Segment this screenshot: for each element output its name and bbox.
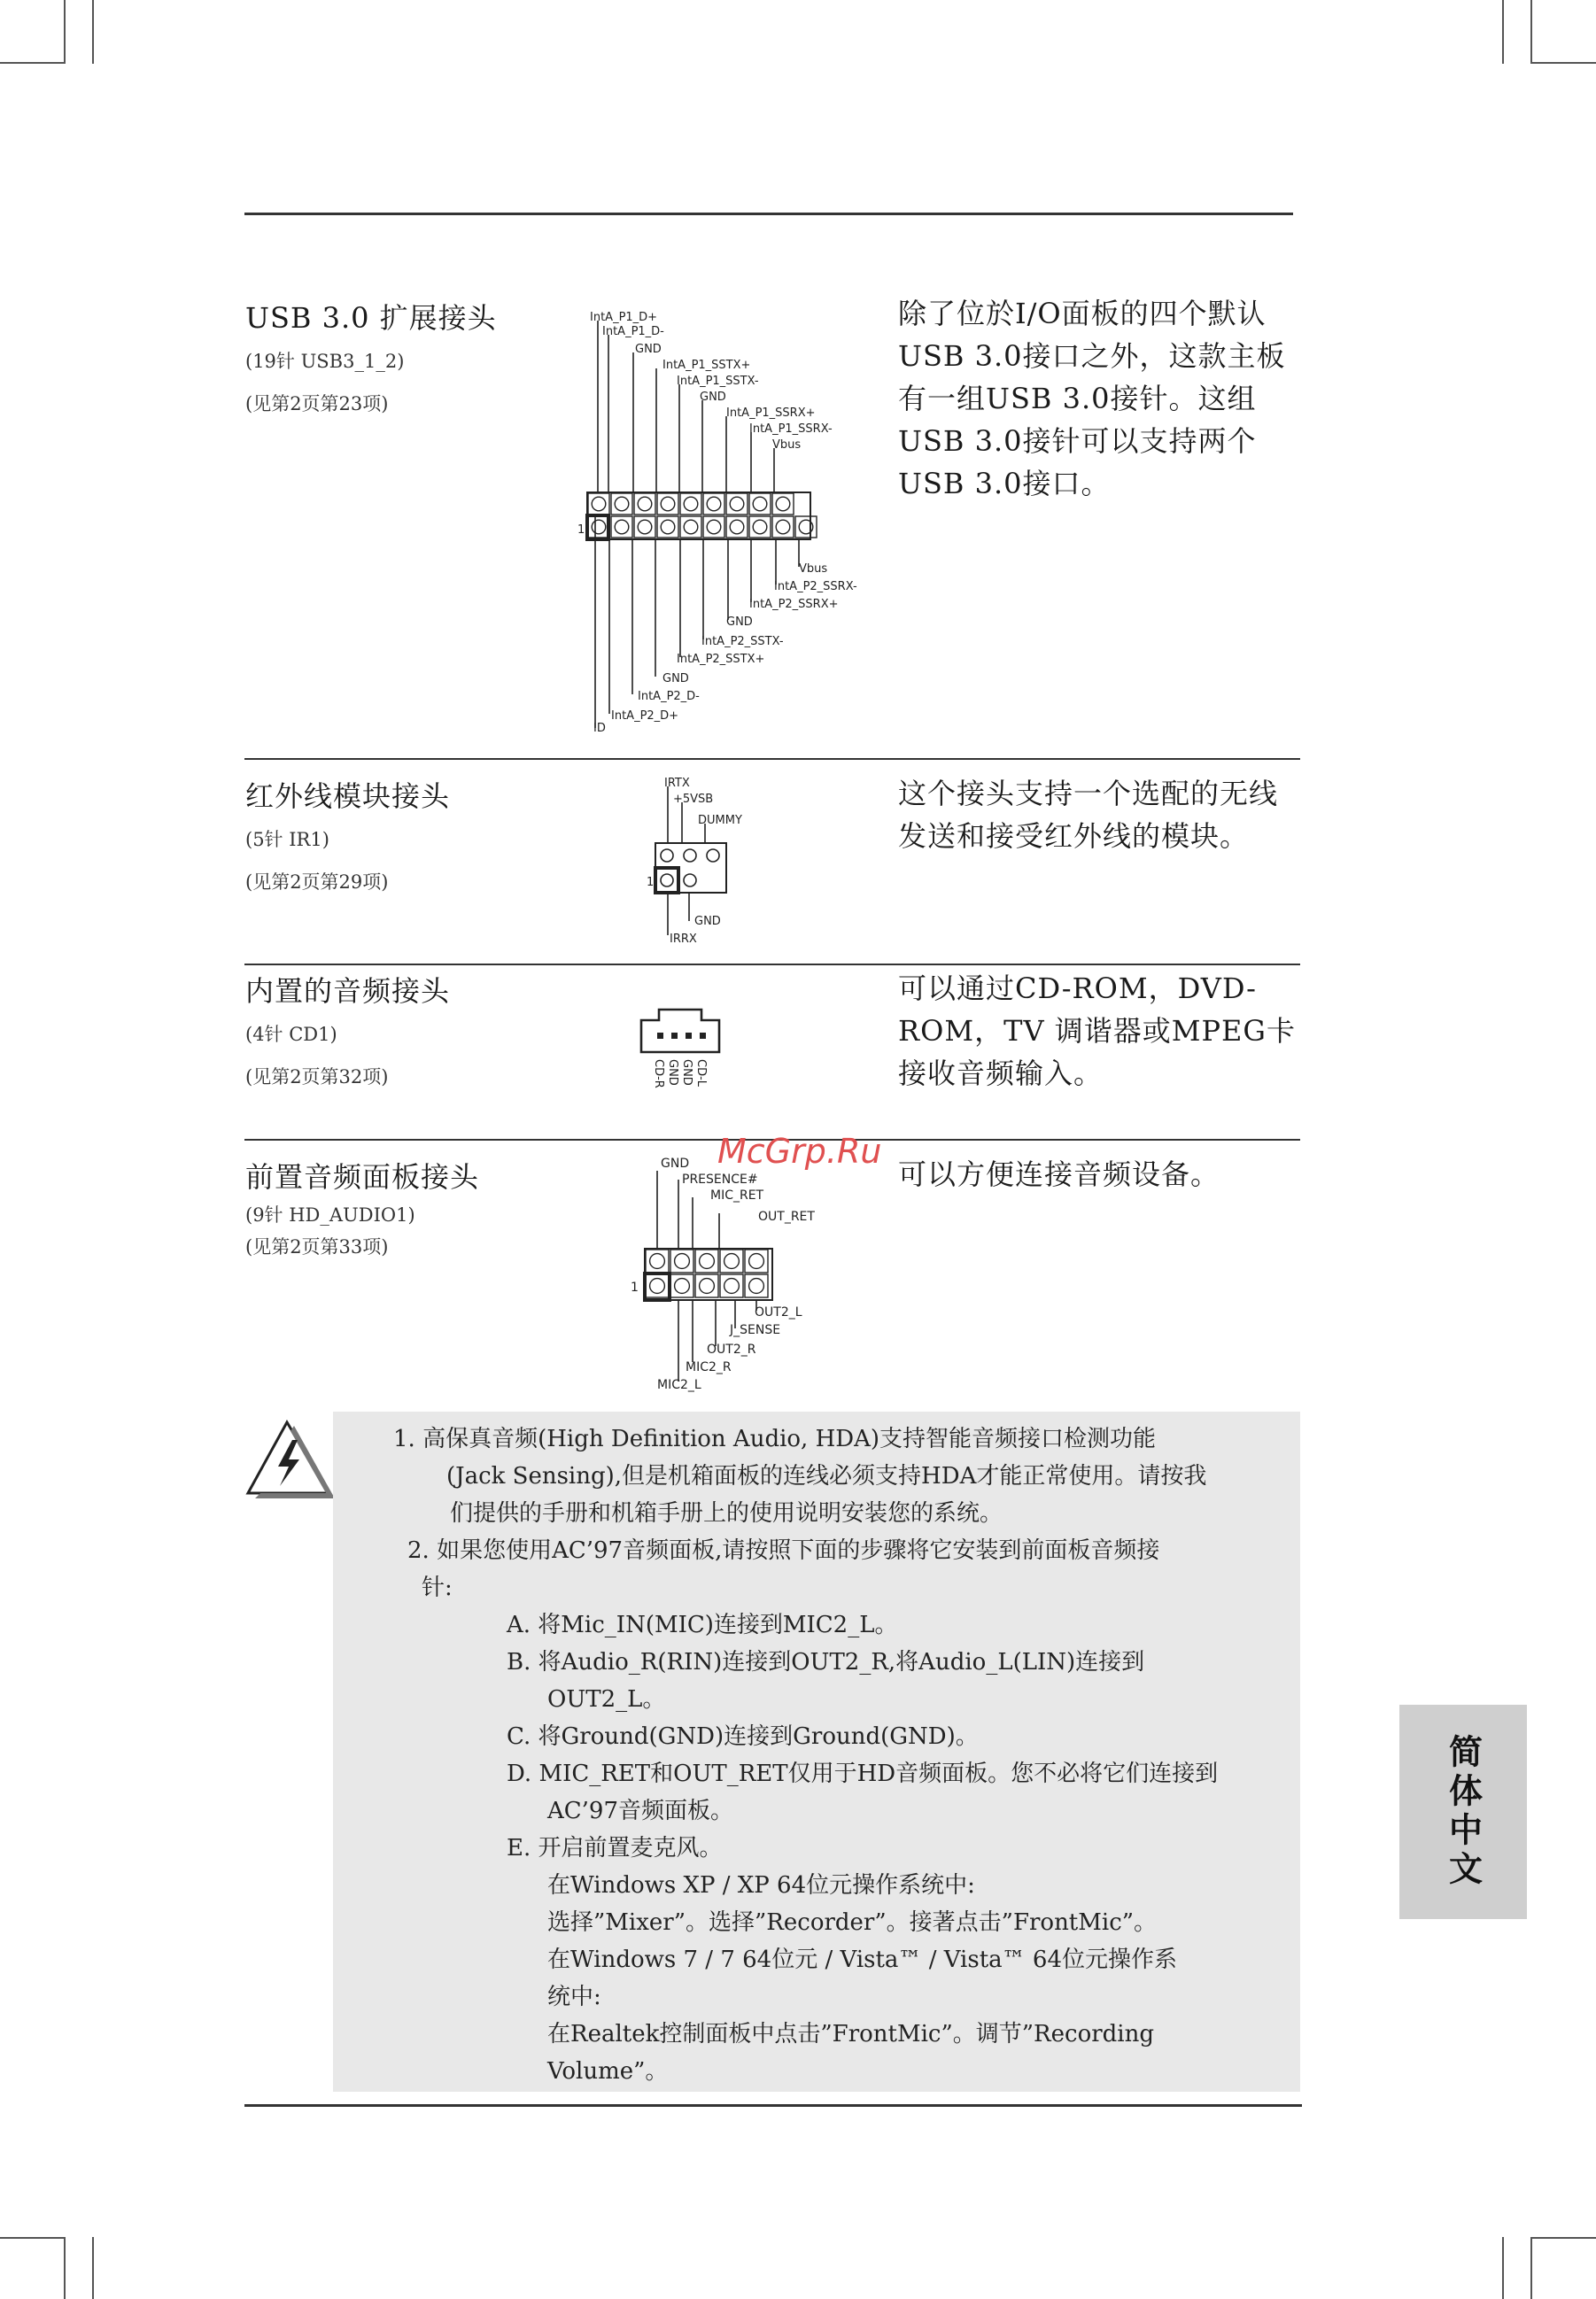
note-line: OUT2_L。 bbox=[547, 1686, 666, 1713]
pin-label: MIC2_L bbox=[657, 1378, 701, 1392]
pin-label: GND bbox=[680, 1059, 693, 1086]
pin-label: GND bbox=[700, 391, 726, 404]
pin-label: IntA_P1_D- bbox=[602, 325, 664, 338]
note-line: 在Realtek控制面板中点击”FrontMic”。调节”Recording bbox=[547, 2021, 1155, 2047]
section-ref-usb3: (见第2页第23项) bbox=[245, 393, 389, 414]
pin1-label: 1 bbox=[577, 523, 585, 537]
pin-label: GND bbox=[666, 1059, 679, 1086]
pin-label: OUT_RET bbox=[758, 1210, 815, 1224]
pin-hole bbox=[661, 520, 675, 534]
pin-label: IntA_P2_SSRX+ bbox=[749, 598, 839, 611]
warning-icon bbox=[243, 1415, 337, 1504]
crop-mark bbox=[1532, 2237, 1596, 2239]
section-ref-ir: (见第2页第29项) bbox=[245, 871, 389, 893]
pin-label: IntA_P1_SSRX+ bbox=[726, 406, 816, 420]
note-line: AC’97音频面板。 bbox=[547, 1798, 734, 1824]
footer-rule bbox=[244, 2104, 1302, 2107]
note-line: 2. 如果您使用AC’97音频面板,请按照下面的步骤将它安装到前面板音频接 bbox=[407, 1537, 1160, 1564]
section-desc-ir: 这个接头支持一个选配的无线发送和接受红外线的模块。 bbox=[898, 777, 1279, 853]
language-tab[interactable] bbox=[1399, 1705, 1527, 1919]
pin-label: IRRX bbox=[670, 933, 697, 946]
pin-label: Vbus bbox=[772, 438, 802, 452]
pin-label: ID bbox=[593, 722, 606, 735]
pin-label: IntA_P2_SSTX+ bbox=[677, 653, 765, 666]
crop-mark bbox=[0, 62, 64, 64]
crop-mark bbox=[1532, 62, 1596, 64]
pin-hole bbox=[661, 497, 675, 511]
section-pins-hd-audio: (9针 HD_AUDIO1) bbox=[245, 1204, 415, 1226]
note-line: 们提供的手册和机箱手册上的使用说明安装您的系统。 bbox=[450, 1500, 1003, 1527]
pin1-label: 1 bbox=[631, 1281, 639, 1295]
note-line: C. 将Ground(GND)连接到Ground(GND)。 bbox=[507, 1723, 979, 1750]
pin-label: +5VSB bbox=[673, 793, 714, 806]
pin-hole bbox=[707, 520, 721, 534]
section-ref-cd: (见第2页第32项) bbox=[245, 1066, 389, 1088]
pin-hole bbox=[684, 497, 698, 511]
pin-label: Vbus bbox=[799, 562, 828, 576]
pin-label: IntA_P1_SSRX- bbox=[749, 422, 833, 436]
pin-hole bbox=[749, 1279, 764, 1294]
pin-hole bbox=[615, 497, 629, 511]
section-ref-hd-audio: (见第2页第33项) bbox=[245, 1236, 389, 1258]
section-title-hd-audio: 前置音频面板接头 bbox=[245, 1160, 480, 1194]
pin-label: IRTX bbox=[664, 777, 690, 790]
note-line: 统中: bbox=[547, 1984, 601, 2010]
crop-mark bbox=[92, 0, 94, 64]
ir-header-diagram bbox=[647, 772, 788, 949]
language-tab-label: 简体中文 bbox=[1443, 1734, 1483, 1890]
crop-mark bbox=[1502, 0, 1504, 64]
pin-label: CD-L bbox=[694, 1059, 708, 1088]
pin-hole bbox=[707, 497, 721, 511]
pin-label: IntA_P2_D+ bbox=[611, 709, 679, 723]
pin-label: GND bbox=[662, 672, 689, 685]
pin-label: MIC_RET bbox=[710, 1188, 764, 1203]
section-desc-cd: 可以通过CD-ROM，DVD-ROM，TV 调谐器或MPEG卡接收音频输入。 bbox=[898, 971, 1296, 1090]
section-divider bbox=[244, 758, 1300, 760]
pin-label: IntA_P1_SSTX+ bbox=[662, 359, 751, 372]
note-line: Volume”。 bbox=[547, 2058, 669, 2085]
section-pins-ir: (5针 IR1) bbox=[245, 829, 329, 850]
pin-hole bbox=[700, 1279, 715, 1294]
usb3-header-diagram bbox=[567, 301, 886, 744]
cd-header-diagram bbox=[634, 1001, 740, 1116]
pin-label: J_SENSE bbox=[730, 1323, 781, 1337]
pin-label: IntA_P2_SSTX- bbox=[701, 635, 784, 648]
note-line: 选择”Mixer”。选择”Recorder”。接著点击”FrontMic”。 bbox=[547, 1909, 1158, 1936]
pin-label: CD-R bbox=[652, 1059, 665, 1088]
pin-hole bbox=[638, 520, 652, 534]
header-rule bbox=[244, 213, 1293, 215]
section-title-usb3: USB 3.0 扩展接头 bbox=[245, 301, 497, 335]
pin-hole bbox=[724, 1254, 740, 1269]
pin-hole bbox=[730, 520, 744, 534]
section-desc-hd-audio: 可以方便连接音频设备。 bbox=[898, 1157, 1220, 1191]
usb3-pin-grid bbox=[588, 493, 817, 538]
pin-hole bbox=[730, 497, 744, 511]
pin-label: DUMMY bbox=[698, 814, 742, 827]
pin-hole bbox=[700, 1254, 715, 1269]
crop-mark bbox=[0, 2237, 64, 2239]
pin-label: OUT2_R bbox=[707, 1343, 756, 1357]
pin-hole bbox=[592, 497, 606, 511]
note-line: 针: bbox=[422, 1575, 453, 1601]
pin-hole bbox=[592, 520, 606, 534]
pin-hole bbox=[650, 1279, 665, 1294]
note-line: E. 开启前置麦克风。 bbox=[507, 1835, 723, 1862]
pin-label: PRESENCE# bbox=[682, 1173, 758, 1187]
crop-mark bbox=[1530, 2237, 1532, 2299]
pin-label: MIC2_R bbox=[686, 1360, 732, 1374]
note-line: A. 将Mic_IN(MIC)连接到MIC2_L。 bbox=[507, 1612, 898, 1638]
pin-hole bbox=[675, 1254, 690, 1269]
crop-mark bbox=[92, 2237, 94, 2299]
note-line: 1. 高保真音频(High Definition Audio, HDA)支持智能音频接口检测功能 bbox=[393, 1426, 1157, 1452]
pin-hole bbox=[615, 520, 629, 534]
pin-label: IntA_P1_D+ bbox=[590, 311, 658, 324]
section-title-ir: 红外线模块接头 bbox=[245, 779, 451, 813]
pin-label: OUT2_L bbox=[755, 1305, 802, 1320]
pin-hole bbox=[650, 1254, 665, 1269]
hd-audio-header-diagram bbox=[625, 1150, 856, 1401]
pin-label: IntA_P2_D- bbox=[638, 690, 700, 703]
note-line: B. 将Audio_R(RIN)连接到OUT2_R,将Audio_L(LIN)连接到 bbox=[507, 1649, 1145, 1676]
crop-mark bbox=[64, 0, 66, 64]
crop-mark bbox=[64, 2237, 66, 2299]
section-pins-cd: (4针 CD1) bbox=[245, 1024, 337, 1045]
pin-hole bbox=[675, 1279, 690, 1294]
pin-hole bbox=[684, 520, 698, 534]
section-divider bbox=[244, 964, 1300, 965]
crop-mark bbox=[1502, 2237, 1504, 2299]
pin-label: GND bbox=[726, 615, 753, 629]
pin-label: IntA_P2_SSRX- bbox=[774, 580, 857, 593]
pin-hole bbox=[776, 497, 790, 511]
pin1-label: 1 bbox=[647, 876, 655, 889]
section-pins-usb3: (19针 USB3_1_2) bbox=[245, 351, 405, 372]
pin-label: GND bbox=[694, 915, 721, 928]
pin-label: GND bbox=[661, 1157, 690, 1171]
pin-hole bbox=[638, 497, 652, 511]
section-desc-usb3: 除了位於I/O面板的四个默认USB 3.0接口之外，这款主板有一组USB 3.0接针。这组USB 3.0接针可以支持两个USB 3.0接口。 bbox=[898, 297, 1286, 500]
pin-label: IntA_P1_SSTX- bbox=[677, 375, 759, 388]
note-line: (Jack Sensing),但是机箱面板的连线必须支持HDA才能正常使用。请按我 bbox=[446, 1463, 1207, 1490]
crop-mark bbox=[1530, 0, 1532, 64]
pin-hole bbox=[749, 1254, 764, 1269]
pin-hole bbox=[724, 1279, 740, 1294]
note-line: D. MIC_RET和OUT_RET仅用于HD音频面板。您不必将它们连接到 bbox=[507, 1761, 1219, 1787]
watermark: McGrp.Ru bbox=[717, 1132, 882, 1171]
pin-hole bbox=[753, 520, 767, 534]
pin-label: GND bbox=[635, 343, 662, 356]
section-title-cd: 内置的音频接头 bbox=[245, 974, 451, 1008]
pin-hole bbox=[776, 520, 790, 534]
note-line: 在Windows XP / XP 64位元操作系统中: bbox=[547, 1872, 975, 1899]
pin-hole bbox=[753, 497, 767, 511]
note-line: 在Windows 7 / 7 64位元 / Vista™ / Vista™ 64位元操作系 bbox=[547, 1947, 1177, 1973]
